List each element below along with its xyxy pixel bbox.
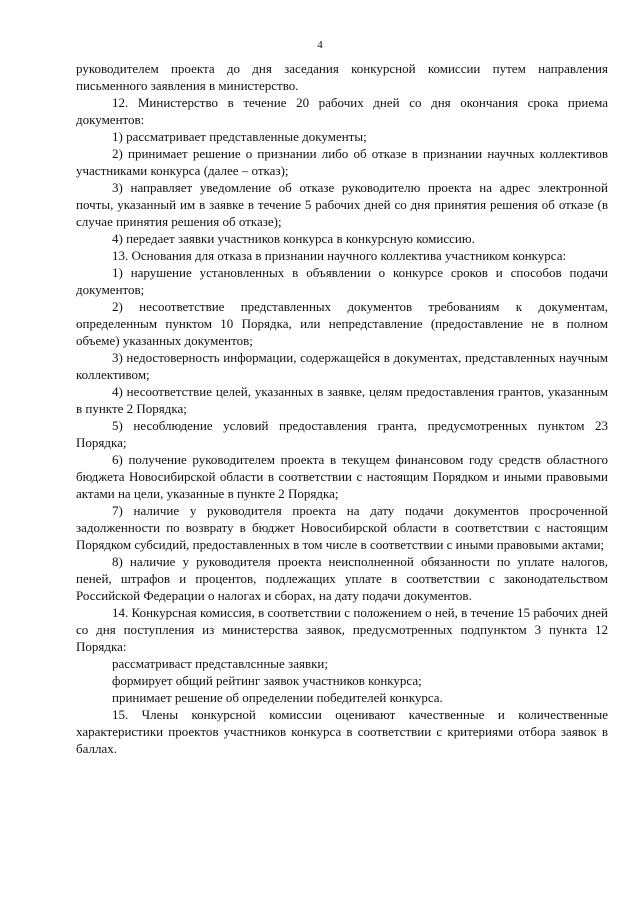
page-number: 4 bbox=[317, 39, 323, 51]
paragraph-item-12-4: 4) передает заявки участников конкурса в конкурсную комиссию. bbox=[112, 231, 475, 246]
paragraph-item-13-2: 2) несоответствие представленных документов требованиям к документам, определенным пунктом 10 Порядка, или непредставление (предоставление не в полном объеме) указанных документов; bbox=[76, 299, 608, 348]
paragraph-item-13-6: 6) получение руководителем проекта в текущем финансовом году средств областного бюджета Новосибирской области в соответствии с настоящим Порядком и иными правовыми актами на цели, указанные в пункте 2 Порядка; bbox=[76, 452, 608, 501]
paragraph-item-13-8: 8) наличие у руководителя проекта неисполненной обязанности по уплате налогов, пеней, штрафов и процентов, подлежащих уплате в соответствии с законодательством Российской Федерации о налогах и сборах, на дату подачи документов. bbox=[76, 554, 608, 603]
paragraph-item-14: 14. Конкурсная комиссия, в соответствии с положением о ней, в течение 15 рабочих дней со дня поступления из министерства заявок, предусмотренных подпунктом 3 пункта 12 Порядка: bbox=[76, 605, 608, 654]
paragraph-item-12-3: 3) направляет уведомление об отказе руководителю проекта на адрес электронной почты, указанный им в заявке в течение 5 рабочих дней со дня принятия решения об отказе (в случае принятия решения об отказе); bbox=[76, 180, 608, 229]
paragraph-item-13-4: 4) несоответствие целей, указанных в заявке, целям предоставления грантов, указанным в пункте 2 Порядка; bbox=[76, 384, 608, 416]
paragraph-continuation: руководителем проекта до дня заседания конкурсной комиссии путем направления письменного заявления в министерство. bbox=[76, 61, 608, 93]
paragraph-item-13-3: 3) недостоверность информации, содержащейся в документах, представленных научным коллективом; bbox=[76, 350, 608, 382]
paragraph-item-12-1: 1) рассматривает представленные документы; bbox=[112, 129, 367, 144]
paragraph-item-12: 12. Министерство в течение 20 рабочих дней со дня окончания срока приема документов: bbox=[76, 95, 608, 127]
paragraph-item-14-b: формирует общий рейтинг заявок участников конкурса; bbox=[112, 673, 422, 688]
paragraph-item-13-7: 7) наличие у руководителя проекта на дату подачи документов просроченной задолженности по возврату в бюджет Новосибирской области в соответствии с настоящим Порядком субсидий, предоставленных в том числе в соответствии с иными правовыми актами; bbox=[76, 503, 608, 552]
paragraph-item-15: 15. Члены конкурсной комиссии оценивают качественные и количественные характеристики проектов участников конкурса в соответствии с критериями отбора заявок в баллах. bbox=[76, 707, 608, 756]
paragraph-item-14-c: принимает решение об определении победителей конкурса. bbox=[112, 690, 443, 705]
document-body bbox=[76, 60, 608, 757]
paragraph-item-12-2: 2) принимает решение о признании либо об отказе в признании научных коллективов участниками конкурса (далее – отказ); bbox=[76, 146, 608, 178]
paragraph-item-13-5: 5) несоблюдение условий предоставления гранта, предусмотренных пунктом 23 Порядка; bbox=[76, 418, 608, 450]
paragraph-item-14-a: рассматриваст представлснные заявки; bbox=[112, 656, 328, 671]
paragraph-item-13-1: 1) нарушение установленных в объявлении о конкурсе сроков и способов подачи документов; bbox=[76, 265, 608, 297]
paragraph-item-13: 13. Основания для отказа в признании научного коллектива участником конкурса: bbox=[112, 248, 567, 263]
